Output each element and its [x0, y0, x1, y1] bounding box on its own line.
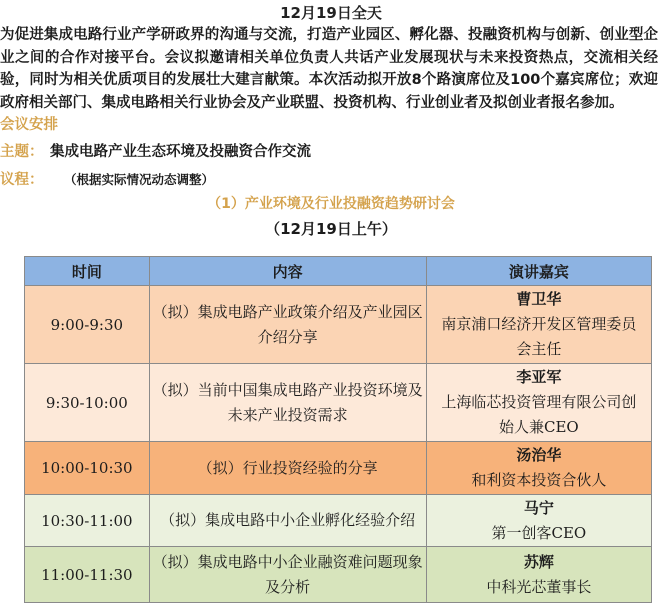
header-speaker: 演讲嘉宾	[426, 257, 651, 286]
speaker-name: 汤治华	[516, 446, 562, 464]
row-content: （拟）行业投资经验的分享	[149, 442, 426, 495]
row-time: 10:00-10:30	[25, 442, 150, 495]
session-date: （12月19日上午）	[265, 220, 397, 238]
speaker-name: 苏辉	[523, 552, 554, 571]
table-header-row	[25, 257, 652, 286]
speaker-title: 第一创客CEO	[491, 523, 587, 542]
agenda-note: （根据实际情况动态调整）	[64, 172, 215, 187]
row-time: 10:30-11:00	[25, 495, 150, 547]
header-content: 内容	[149, 257, 426, 286]
speaker-title: 中科光芯董事长	[486, 577, 592, 596]
section-heading-arrangement: 会议安排	[0, 117, 58, 133]
speaker-name: 马宁	[523, 498, 554, 517]
table-row	[25, 442, 652, 495]
row-speaker	[426, 286, 651, 364]
speaker-name: 曹卫华	[516, 290, 562, 308]
schedule-table	[24, 256, 652, 603]
table-row	[25, 547, 652, 603]
speaker-title: 上海临芯投资管理有限公司创始人兼CEO	[441, 393, 637, 436]
speaker-title: 和利资本投资合伙人	[471, 471, 607, 489]
row-speaker	[426, 547, 651, 603]
session-title: （1）产业环境及行业投融资趋势研讨会	[207, 196, 455, 212]
row-content: （拟）集成电路中小企业融资难问题现象及分析	[149, 547, 426, 603]
topic-text: 集成电路产业生态环境及投融资合作交流	[50, 144, 311, 160]
topic-label: 主题：	[0, 144, 44, 160]
full-day-date: 12月19日全天	[280, 4, 382, 22]
row-time: 9:30-10:00	[25, 364, 150, 442]
speaker-name: 李亚军	[516, 368, 562, 386]
row-speaker	[426, 364, 651, 442]
table-row	[25, 364, 652, 442]
row-speaker	[426, 442, 651, 495]
table-row	[25, 286, 652, 364]
row-time: 11:00-11:30	[25, 547, 150, 603]
table-row	[25, 495, 652, 547]
agenda-label: 议程：	[0, 172, 44, 188]
intro-paragraph: 为促进集成电路行业产学研政界的沟通与交流，打造产业园区、孵化器、投融资机构与创新、创业型企业之间的合作对接平台。会议拟邀请相关单位负责人共话产业发展现状与未来投资热点，交流相关经验，同时为相关优质项目的发展壮大建言献策。本次活动拟开放8个路演席位及100个嘉宾席位；欢迎政府相关部门、集成电路相关行业协会及产业联盟、投资机构、行业创业者及拟创业者报名参加。	[0, 27, 658, 111]
header-time: 时间	[25, 257, 150, 286]
speaker-title: 南京浦口经济开发区管理委员会主任	[441, 315, 637, 358]
row-speaker	[426, 495, 651, 547]
row-content: （拟）当前中国集成电路产业投资环境及未来产业投资需求	[149, 364, 426, 442]
row-content: （拟）集成电路产业政策介绍及产业园区介绍分享	[149, 286, 426, 364]
row-time: 9:00-9:30	[25, 286, 150, 364]
row-content: （拟）集成电路中小企业孵化经验介绍	[149, 495, 426, 547]
